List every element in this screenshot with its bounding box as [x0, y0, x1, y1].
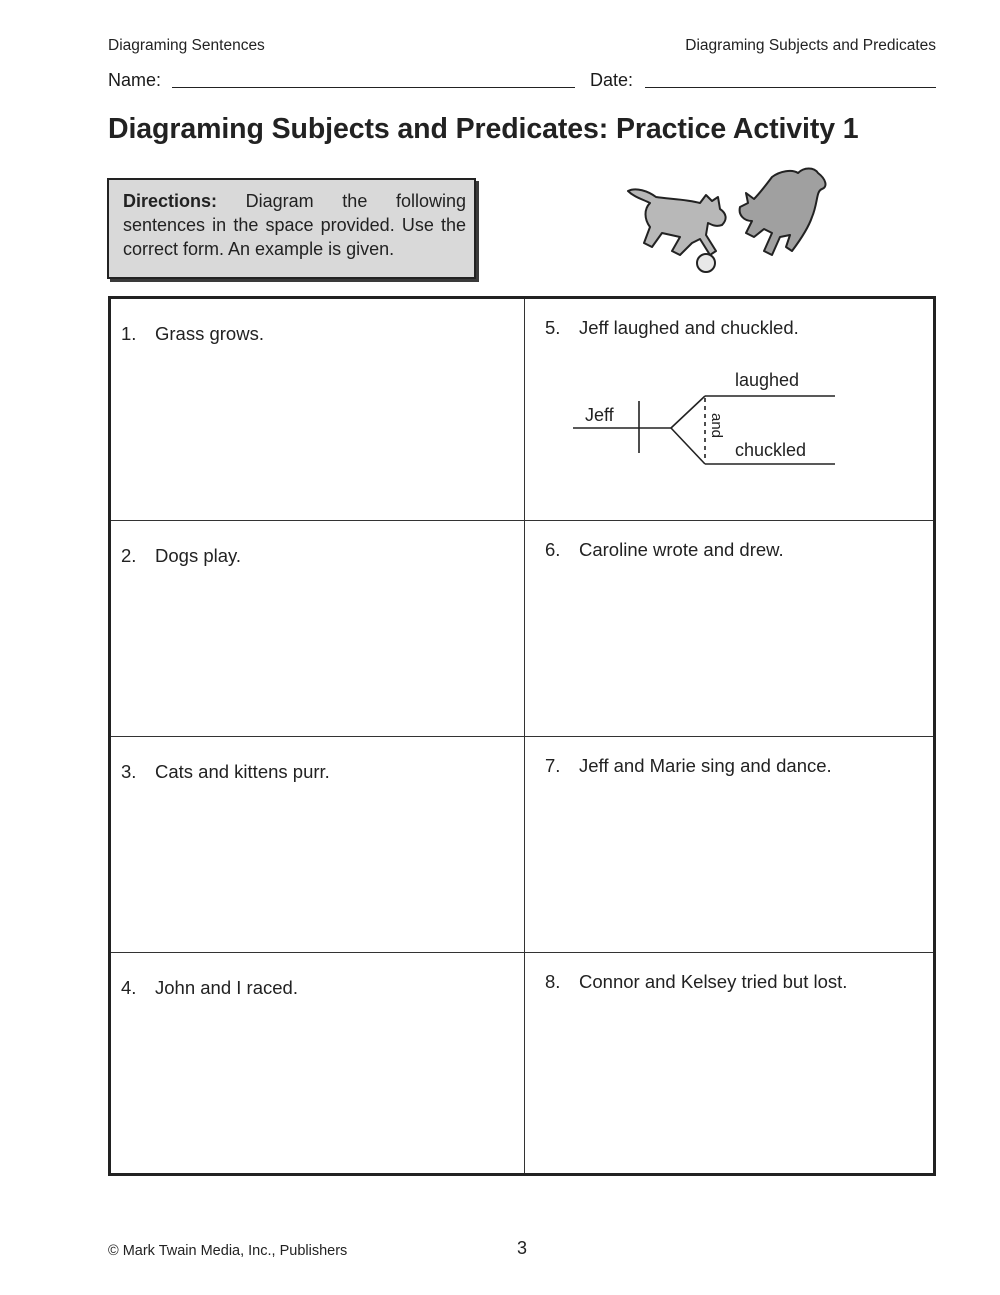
exercise-3 [121, 761, 330, 783]
page-number: 3 [517, 1238, 528, 1258]
exercise-cell-7[interactable] [525, 737, 933, 953]
exercise-cell-4[interactable] [111, 953, 525, 1173]
left-dog-icon [628, 189, 726, 255]
fork-upper [671, 396, 705, 428]
page-title: Diagraming Subjects and Predicates: Practice Activity 1 [108, 113, 859, 145]
name-line[interactable] [172, 87, 575, 88]
exercise-sentence: Jeff laughed and chuckled. [579, 317, 799, 338]
exercise-sentence: Jeff and Marie sing and dance. [579, 755, 832, 776]
exercise-number: 5. [545, 317, 561, 338]
directions-text: Diagram the following sentences in the space provided. Use the correct form. An example is given. [123, 191, 466, 259]
date-line[interactable] [645, 87, 936, 88]
header-left: Diagraming Sentences [108, 37, 265, 54]
exercise-cell-8[interactable] [525, 953, 933, 1173]
exercise-cell-2[interactable] [111, 521, 525, 737]
date-label: Date: [590, 70, 634, 90]
exercise-cell-3[interactable] [111, 737, 525, 953]
exercise-number: 3. [121, 761, 137, 782]
exercise-8 [545, 971, 847, 993]
exercise-number: 1. [121, 323, 137, 344]
exercise-cell-1[interactable] [111, 299, 525, 521]
diagram-conjunction: and [708, 413, 725, 439]
right-dog-icon [740, 169, 826, 256]
exercise-5 [545, 317, 799, 339]
exercise-4 [121, 977, 298, 999]
exercise-grid [108, 296, 936, 1176]
fork-lower [671, 428, 705, 464]
dogs-illustration-icon [622, 163, 837, 283]
exercise-2 [121, 545, 241, 567]
directions-label: Directions: [123, 191, 218, 211]
exercise-sentence: John and I raced. [155, 977, 298, 998]
exercise-sentence: Connor and Kelsey tried but lost. [579, 971, 848, 992]
copyright-footer: © Mark Twain Media, Inc., Publishers [108, 1243, 348, 1259]
exercise-number: 8. [545, 971, 561, 992]
exercise-number: 2. [121, 545, 137, 566]
exercise-number: 7. [545, 755, 561, 776]
example-diagram [569, 361, 839, 471]
exercise-sentence: Caroline wrote and drew. [579, 539, 784, 560]
exercise-1 [121, 323, 264, 345]
name-label: Name: [108, 70, 162, 90]
exercise-6 [545, 539, 784, 561]
diagram-predicate-top: laughed [735, 370, 800, 390]
header-right: Diagraming Subjects and Predicates [685, 37, 936, 54]
exercise-number: 6. [545, 539, 561, 560]
exercise-number: 4. [121, 977, 137, 998]
exercise-cell-6[interactable] [525, 521, 933, 737]
exercise-sentence: Grass grows. [155, 323, 264, 344]
exercise-sentence: Dogs play. [155, 545, 242, 566]
diagram-subject: Jeff [585, 405, 614, 425]
exercise-cell-5[interactable] [525, 299, 933, 521]
exercise-7 [545, 755, 832, 777]
diagram-predicate-bottom: chuckled [735, 440, 807, 460]
exercise-sentence: Cats and kittens purr. [155, 761, 330, 782]
directions-box [107, 178, 476, 279]
ball-icon [697, 254, 715, 272]
